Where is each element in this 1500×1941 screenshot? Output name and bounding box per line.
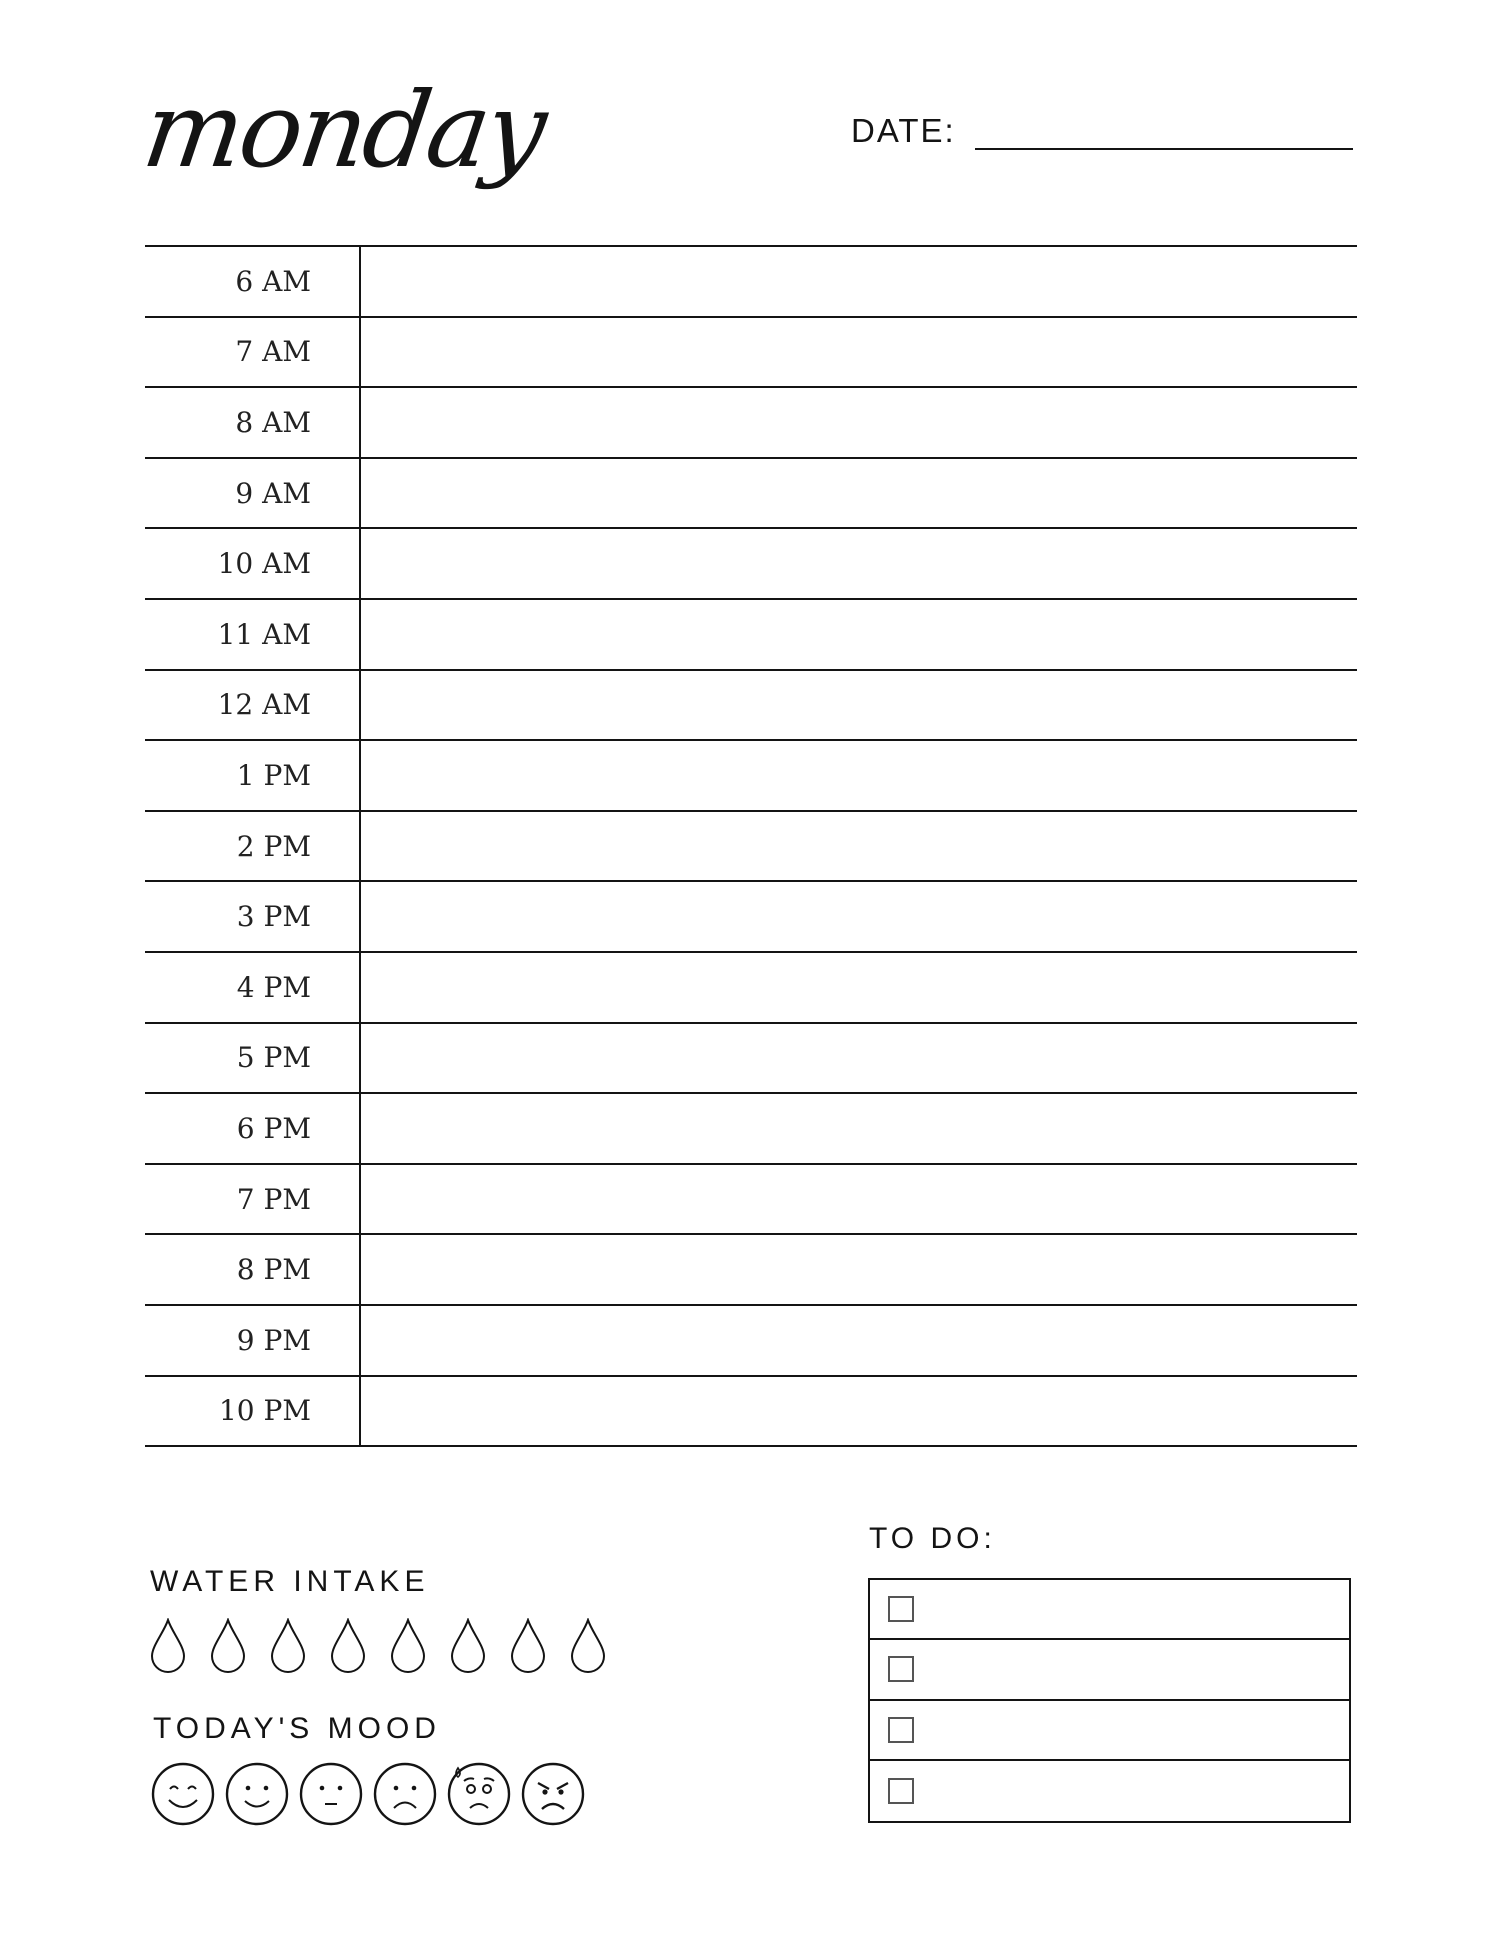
- schedule-row: [145, 953, 1357, 1024]
- time-label: 10 PM: [218, 1394, 311, 1428]
- todo-item[interactable]: [870, 1761, 1349, 1821]
- schedule-row: [145, 1306, 1357, 1377]
- time-label: 9 AM: [235, 476, 311, 510]
- schedule-row: [145, 1165, 1357, 1236]
- schedule-row: [145, 318, 1357, 389]
- date-input-line[interactable]: [975, 148, 1353, 150]
- schedule-entry-field[interactable]: [361, 529, 1357, 598]
- todo-list: [868, 1578, 1351, 1823]
- time-label: 12 AM: [217, 688, 311, 722]
- time-label: 4 PM: [236, 970, 311, 1004]
- schedule-row: [145, 671, 1357, 742]
- mood-selector: [151, 1762, 585, 1826]
- water-drop-icon[interactable]: [450, 1618, 486, 1674]
- time-label: 10 AM: [217, 547, 311, 581]
- time-label: 7 AM: [235, 335, 311, 369]
- schedule-entry-field[interactable]: [361, 459, 1357, 528]
- very-happy-face-icon[interactable]: [151, 1762, 215, 1826]
- water-drop-icon[interactable]: [150, 1618, 186, 1674]
- mood-heading: TODAY'S MOOD: [153, 1712, 441, 1745]
- schedule-entry-field[interactable]: [361, 1306, 1357, 1375]
- water-drop-icon[interactable]: [330, 1618, 366, 1674]
- schedule-entry-field[interactable]: [361, 741, 1357, 810]
- todo-item[interactable]: [870, 1701, 1349, 1761]
- water-drop-icon[interactable]: [270, 1618, 306, 1674]
- time-label: 6 AM: [235, 264, 311, 298]
- angry-face-icon[interactable]: [521, 1762, 585, 1826]
- water-intake-tracker: [150, 1618, 606, 1674]
- time-label: 8 PM: [236, 1253, 311, 1287]
- schedule-row: [145, 1235, 1357, 1306]
- schedule-row: [145, 600, 1357, 671]
- todo-checkbox[interactable]: [888, 1656, 914, 1682]
- neutral-face-icon[interactable]: [299, 1762, 363, 1826]
- time-label: 8 AM: [235, 405, 311, 439]
- todo-item[interactable]: [870, 1640, 1349, 1700]
- time-label: 7 PM: [236, 1182, 311, 1216]
- schedule-entry-field[interactable]: [361, 671, 1357, 740]
- schedule-row: [145, 388, 1357, 459]
- time-label: 11 AM: [217, 617, 311, 651]
- happy-face-icon[interactable]: [225, 1762, 289, 1826]
- date-label: DATE:: [851, 112, 956, 149]
- schedule-entry-field[interactable]: [361, 1094, 1357, 1163]
- water-drop-icon[interactable]: [570, 1618, 606, 1674]
- schedule-entry-field[interactable]: [361, 1165, 1357, 1234]
- schedule-entry-field[interactable]: [361, 812, 1357, 881]
- time-label: 2 PM: [236, 829, 311, 863]
- schedule-row: [145, 812, 1357, 883]
- schedule-row: [145, 882, 1357, 953]
- schedule-entry-field[interactable]: [361, 953, 1357, 1022]
- schedule-entry-field[interactable]: [361, 1024, 1357, 1093]
- todo-item[interactable]: [870, 1580, 1349, 1640]
- todo-checkbox[interactable]: [888, 1596, 914, 1622]
- schedule-entry-field[interactable]: [361, 882, 1357, 951]
- schedule-row: [145, 1377, 1357, 1448]
- todo-checkbox[interactable]: [888, 1717, 914, 1743]
- time-label: 3 PM: [236, 900, 311, 934]
- schedule-entry-field[interactable]: [361, 1235, 1357, 1304]
- schedule-row: [145, 529, 1357, 600]
- water-drop-icon[interactable]: [390, 1618, 426, 1674]
- schedule-row: [145, 1094, 1357, 1165]
- schedule-row: [145, 741, 1357, 812]
- todo-heading: TO DO:: [869, 1522, 996, 1555]
- schedule-entry-field[interactable]: [361, 1377, 1357, 1446]
- schedule-row: [145, 1024, 1357, 1095]
- time-label: 6 PM: [236, 1111, 311, 1145]
- water-drop-icon[interactable]: [510, 1618, 546, 1674]
- hourly-schedule: [145, 245, 1357, 1447]
- schedule-row: [145, 247, 1357, 318]
- time-label: 9 PM: [236, 1323, 311, 1357]
- anxious-face-icon[interactable]: [447, 1762, 511, 1826]
- schedule-entry-field[interactable]: [361, 318, 1357, 387]
- schedule-entry-field[interactable]: [361, 388, 1357, 457]
- time-label: 5 PM: [236, 1041, 311, 1075]
- sad-face-icon[interactable]: [373, 1762, 437, 1826]
- water-drop-icon[interactable]: [210, 1618, 246, 1674]
- time-label: 1 PM: [236, 758, 311, 792]
- day-title: monday: [136, 69, 552, 191]
- water-intake-heading: WATER INTAKE: [150, 1565, 430, 1598]
- schedule-entry-field[interactable]: [361, 600, 1357, 669]
- schedule-row: [145, 459, 1357, 530]
- todo-checkbox[interactable]: [888, 1778, 914, 1804]
- schedule-entry-field[interactable]: [361, 247, 1357, 316]
